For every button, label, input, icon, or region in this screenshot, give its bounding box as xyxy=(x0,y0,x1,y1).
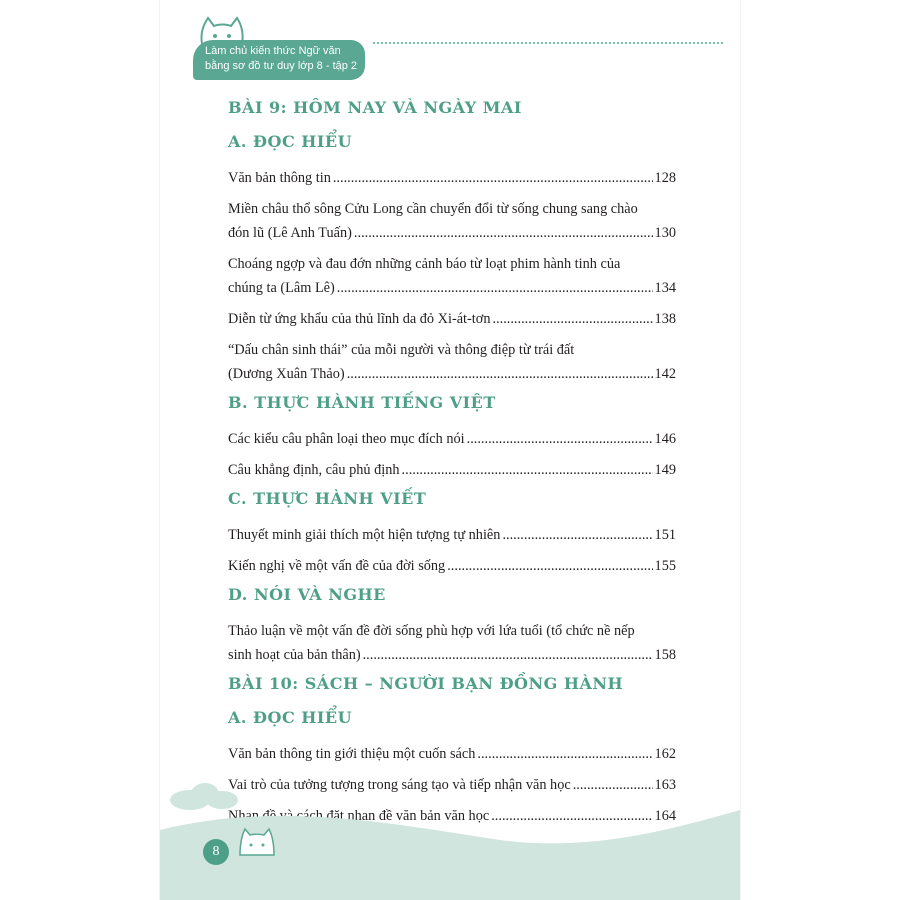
banner-line-2: bằng sơ đồ tư duy lớp 8 - tập 2 xyxy=(205,60,358,72)
entry-title: Thuyết minh giải thích một hiện tượng tự nhiên xyxy=(228,527,501,543)
lesson-9-section-d-heading: D. NÓI VÀ NGHE xyxy=(228,585,386,604)
table-of-contents xyxy=(228,98,676,835)
lesson-9-title: BÀI 9: HÔM NAY VÀ NGÀY MAI xyxy=(228,98,522,117)
lesson-9-section-b-heading: B. THỰC HÀNH TIẾNG VIỆT xyxy=(228,393,496,412)
banner-line-1: Làm chủ kiến thức Ngữ văn xyxy=(205,45,341,57)
toc-entry[interactable] xyxy=(228,742,676,766)
entry-title: Văn bản thông tin giới thiệu một cuốn sách xyxy=(228,746,476,762)
toc-entry[interactable] xyxy=(228,523,676,547)
entry-page: 146 xyxy=(654,431,676,447)
entry-page: 151 xyxy=(654,527,676,543)
toc-entry[interactable] xyxy=(228,338,676,386)
entry-page: 130 xyxy=(654,225,676,241)
entry-page: 128 xyxy=(654,170,676,186)
footer-wave-decoration xyxy=(160,770,740,900)
entry-page: 158 xyxy=(654,647,676,663)
lesson-10-section-a-heading: A. ĐỌC HIỂU xyxy=(228,708,353,727)
toc-entry[interactable] xyxy=(228,619,676,667)
entry-title: Câu khẳng định, câu phủ định xyxy=(228,462,400,478)
lesson-10-title: BÀI 10: SÁCH – NGƯỜI BẠN ĐỒNG HÀNH xyxy=(228,674,624,693)
entry-title: Diễn từ ứng khẩu của thủ lĩnh da đỏ Xi-át-tơn xyxy=(228,311,491,327)
toc-entry[interactable] xyxy=(228,554,676,578)
entry-title-line-1: “Dấu chân sinh thái” của mỗi người và thông điệp từ trái đất xyxy=(228,342,575,358)
lesson-9-section-a-heading: A. ĐỌC HIỂU xyxy=(228,132,353,151)
entry-title-line-2: chúng ta (Lâm Lê) xyxy=(228,280,335,296)
entry-title-line-2: sinh hoạt của bản thân) xyxy=(228,647,361,663)
toc-entry[interactable] xyxy=(228,252,676,300)
header-dotted-line xyxy=(373,42,723,44)
entry-title: Nhan đề và cách đặt nhan đề văn bản văn học xyxy=(228,808,490,824)
cloud-icon xyxy=(170,783,238,810)
toc-entry[interactable] xyxy=(228,307,676,331)
entry-title-line-1: Choáng ngợp và đau đớn những cảnh báo từ loạt phim hành tinh của xyxy=(228,256,621,272)
entry-page: 138 xyxy=(654,311,676,327)
entry-title-line-2: (Dương Xuân Thảo) xyxy=(228,366,345,382)
entry-title-line-2: đón lũ (Lê Anh Tuấn) xyxy=(228,225,352,241)
book-page xyxy=(160,0,740,900)
toc-entry[interactable] xyxy=(228,458,676,482)
entry-title: Vai trò của tưởng tượng trong sáng tạo và tiếp nhận văn học xyxy=(228,777,571,793)
entry-page: 164 xyxy=(654,808,676,824)
entry-page: 155 xyxy=(654,558,676,574)
toc-entry[interactable] xyxy=(228,166,676,190)
entry-title: Các kiểu câu phân loại theo mục đích nói xyxy=(228,431,465,447)
entry-page: 162 xyxy=(654,746,676,762)
toc-entry[interactable] xyxy=(228,197,676,245)
lesson-9-section-c-heading: C. THỰC HÀNH VIẾT xyxy=(228,489,427,508)
entry-title-line-1: Thảo luận về một vấn đề đời sống phù hợp với lứa tuổi (tổ chức nề nếp xyxy=(228,623,635,639)
header-banner-text xyxy=(205,44,365,74)
entry-page: 142 xyxy=(654,366,676,382)
entry-title: Văn bản thông tin xyxy=(228,170,331,186)
page-number: 8 xyxy=(203,839,229,865)
entry-title: Kiến nghị về một vấn đề của đời sống xyxy=(228,558,446,574)
entry-title-line-1: Miền châu thổ sông Cửu Long cần chuyển đổi từ sống chung sang chào xyxy=(228,201,638,217)
toc-entry[interactable] xyxy=(228,427,676,451)
entry-page: 149 xyxy=(654,462,676,478)
entry-page: 134 xyxy=(654,280,676,296)
entry-page: 163 xyxy=(654,777,676,793)
